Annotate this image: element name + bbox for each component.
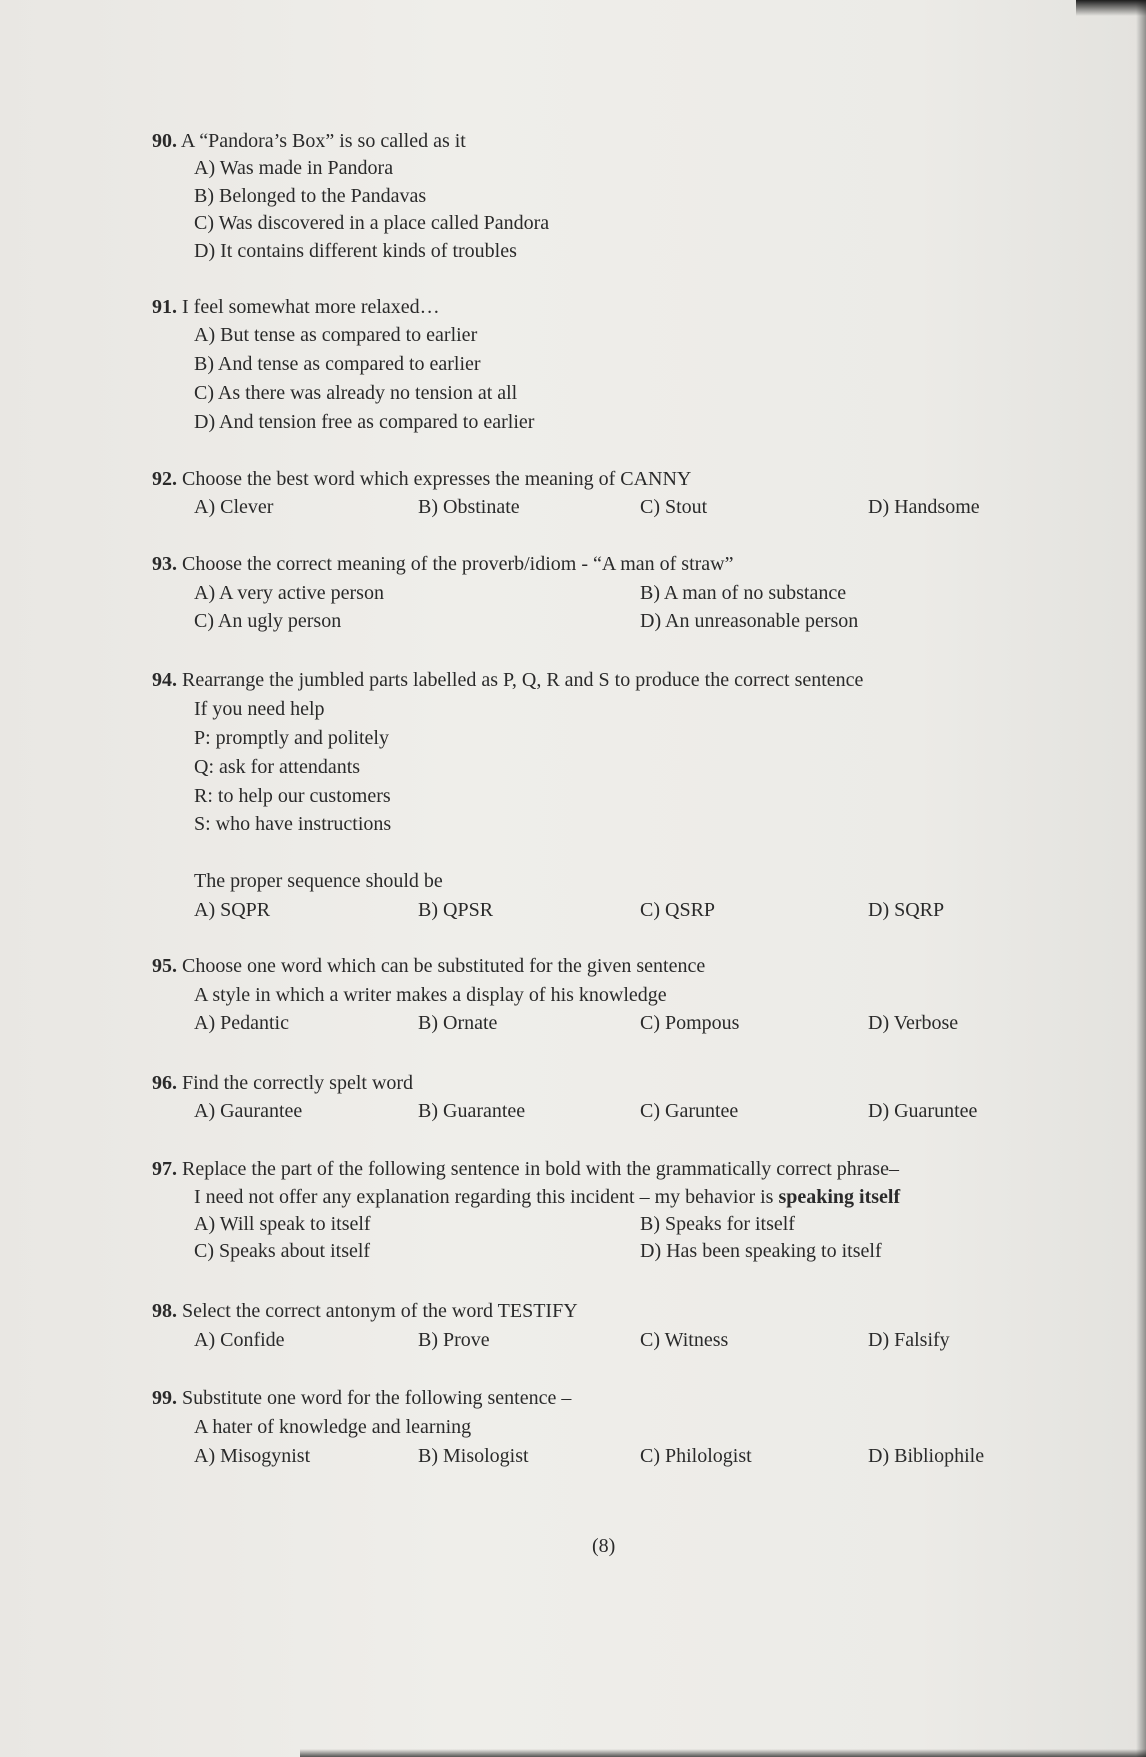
page-number: (8) (592, 1535, 616, 1557)
jumbled-part: Q: ask for attendants (194, 756, 361, 778)
option: C) Stout (640, 496, 708, 518)
option: C) Speaks about itself (194, 1240, 371, 1262)
question-text: Substitute one word for the following sentence – (182, 1387, 572, 1409)
option: A) Pedantic (194, 1012, 289, 1034)
question-number: 92. (152, 468, 177, 490)
question-number: 97. (152, 1158, 177, 1180)
question-98 (152, 1298, 578, 1324)
question-text: Choose the correct meaning of the proverb/idiom - “A man of straw” (182, 553, 734, 575)
option: A) Misogynist (194, 1445, 311, 1467)
option: C) QSRP (640, 899, 716, 921)
question-number: 98. (152, 1300, 177, 1322)
question-93 (152, 551, 734, 577)
option: D) Verbose (868, 1012, 959, 1034)
question-96 (152, 1070, 413, 1096)
question-number: 99. (152, 1387, 177, 1409)
question-97 (152, 1156, 899, 1182)
question-number: 96. (152, 1072, 177, 1094)
question-number: 93. (152, 553, 177, 575)
question-text: A “Pandora’s Box” is so called as it (180, 130, 466, 152)
question-91 (152, 294, 440, 320)
given-sentence: A hater of knowledge and learning (194, 1416, 472, 1438)
option: D) It contains different kinds of troubles (194, 240, 517, 262)
question-92 (152, 466, 691, 492)
question-90 (152, 128, 466, 154)
jumbled-part: If you need help (194, 698, 325, 720)
option: B) A man of no substance (640, 582, 847, 604)
option: D) And tension free as compared to earlier (194, 411, 535, 433)
option: D) Bibliophile (868, 1445, 985, 1467)
question-number: 95. (152, 955, 177, 977)
sequence-prompt: The proper sequence should be (194, 870, 443, 892)
jumbled-part: P: promptly and politely (194, 727, 389, 749)
question-number: 94. (152, 669, 177, 691)
question-text: Choose the best word which expresses the meaning of CANNY (182, 468, 692, 490)
option: C) An ugly person (194, 610, 342, 632)
option: B) And tense as compared to earlier (194, 353, 481, 375)
option: C) Garuntee (640, 1100, 739, 1122)
jumbled-part: R: to help our customers (194, 785, 391, 807)
question-text: Rearrange the jumbled parts labelled as P, Q, R and S to produce the correct sentence (182, 669, 864, 691)
option: A) Clever (194, 496, 274, 518)
sentence-bold-part: speaking itself (778, 1186, 901, 1208)
option: B) Belonged to the Pandavas (194, 185, 427, 207)
given-sentence (194, 1184, 900, 1210)
given-sentence: A style in which a writer makes a display of his knowledge (194, 984, 667, 1006)
question-text: I feel somewhat more relaxed… (182, 296, 440, 318)
option: D) Guaruntee (868, 1100, 978, 1122)
option: D) An unreasonable person (640, 610, 859, 632)
question-text: Find the correctly spelt word (182, 1072, 414, 1094)
question-text: Select the correct antonym of the word TESTIFY (182, 1300, 578, 1322)
option: C) As there was already no tension at all (194, 382, 518, 404)
option: A) Will speak to itself (194, 1213, 371, 1235)
option: D) Handsome (868, 496, 980, 518)
page-edge-shadow (1136, 0, 1146, 1757)
question-95 (152, 953, 705, 979)
option: C) Was discovered in a place called Pandora (194, 212, 550, 234)
option: A) Confide (194, 1329, 285, 1351)
option: C) Philologist (640, 1445, 752, 1467)
scan-bottom-shadow (300, 1749, 1146, 1757)
option: A) Gaurantee (194, 1100, 303, 1122)
option: B) Ornate (418, 1012, 498, 1034)
option: B) Prove (418, 1329, 490, 1351)
option: B) Guarantee (418, 1100, 526, 1122)
option: B) Misologist (418, 1445, 529, 1467)
option: A) But tense as compared to earlier (194, 324, 478, 346)
option: B) QPSR (418, 899, 494, 921)
option: D) SQRP (868, 899, 945, 921)
option: A) SQPR (194, 899, 271, 921)
option: C) Witness (640, 1329, 729, 1351)
question-text: Choose one word which can be substituted for the given sentence (182, 955, 706, 977)
option: C) Pompous (640, 1012, 740, 1034)
option: A) A very active person (194, 582, 384, 604)
question-text: Replace the part of the following sentence in bold with the grammatically correct phrase– (182, 1158, 899, 1180)
option: D) Has been speaking to itself (640, 1240, 882, 1262)
question-99 (152, 1385, 571, 1411)
question-number: 91. (152, 296, 177, 318)
question-94 (152, 667, 863, 693)
option: D) Falsify (868, 1329, 950, 1351)
jumbled-part: S: who have instructions (194, 813, 392, 835)
sentence-plain: I need not offer any explanation regarding this incident – my behavior is (194, 1186, 779, 1208)
option: A) Was made in Pandora (194, 157, 394, 179)
question-number: 90. (152, 130, 177, 152)
option: B) Speaks for itself (640, 1213, 795, 1235)
scan-corner-shadow (1076, 0, 1146, 16)
option: B) Obstinate (418, 496, 520, 518)
